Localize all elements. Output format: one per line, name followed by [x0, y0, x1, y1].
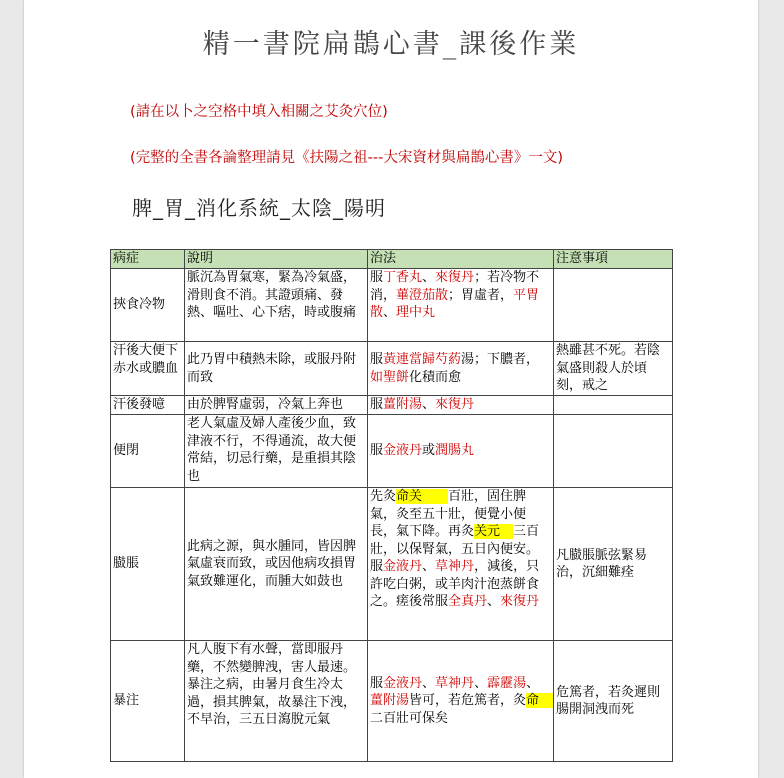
section-heading: 脾_胃_消化系統_太陰_陽明: [132, 196, 386, 220]
treatment-cell: [368, 641, 554, 762]
document-page: [24, 0, 758, 778]
acupoint-blank[interactable]: 命关: [396, 489, 423, 504]
explanation-cell: 此乃胃中積熱未除，或服丹附而致: [185, 342, 368, 396]
treatment-text: 、: [422, 559, 436, 574]
treatment-text: 三百壯，以保腎氣，五日內便安。服: [370, 524, 540, 574]
disease-cell: 暴注: [111, 641, 185, 762]
treatment-text: ；胃虛者，: [448, 287, 514, 303]
treatment-cell: [368, 342, 554, 396]
treatment-text: 、: [487, 594, 501, 609]
treatment-cell: [368, 269, 554, 342]
treatment-table: [110, 249, 673, 762]
notes-cell: 熱雖甚不死。若陰氣盛則殺人於頃刻，戒之: [554, 342, 673, 396]
disease-cell: 汗後大便下赤水或膿血: [111, 342, 185, 396]
herb-name: 金液丹: [383, 559, 423, 574]
treatment-text: 、: [422, 675, 436, 691]
treatment-text: 先灸: [370, 489, 397, 504]
herb-name: 全真丹: [448, 594, 488, 609]
herb-name: 理中丸: [396, 305, 436, 320]
herb-name: 草神丹: [435, 559, 475, 574]
notes-cell: [554, 269, 673, 342]
notes-cell: [554, 415, 673, 488]
treatment-text: 化積而愈: [409, 369, 462, 385]
table-row: [111, 641, 673, 762]
table-row: [111, 269, 673, 342]
header-notes: 注意事項: [554, 250, 673, 269]
herb-name: 來復丹: [435, 270, 475, 285]
document-title: 精一書院扁鵲心書_課後作業: [202, 29, 580, 60]
explanation-cell: 脈沉為胃氣寒，緊為冷氣盛，滑則食不消。其證頭痛、發熱、嘔吐、心下痞，時或腹痛: [185, 269, 368, 342]
treatment-cell: [368, 396, 554, 415]
treatment-text: 皆可，若危篤者，灸: [409, 693, 527, 709]
herb-name: 潤腸丸: [435, 443, 475, 459]
herb-name: 霹靂湯: [487, 675, 527, 691]
treatment-text: ；若冷物不消，: [370, 270, 540, 303]
treatment-text: 二百壯可保矣: [370, 710, 449, 726]
treatment-text: 服: [370, 443, 384, 459]
table-row: [111, 396, 673, 415]
explanation-cell: 老人氣虛及婦人產後少血，致津液不行，不得通流，故大便常結，切忌行藥，是重損其陰也: [185, 415, 368, 488]
reference-note: (完整的全書各論整理請見《扶陽之祖---大宋資材與扁鵲心書》一文): [130, 150, 564, 166]
herb-name: 金液丹: [383, 675, 423, 691]
treatment-cell: [368, 488, 554, 641]
herb-name: 薑附湯: [370, 693, 410, 709]
herb-name: 來復丹: [435, 397, 475, 412]
notes-cell: [554, 396, 673, 415]
herb-name: 蓽澄茄散: [396, 287, 449, 303]
disease-cell: 挾食冷物: [111, 269, 185, 342]
table-row: [111, 415, 673, 488]
herb-name: 薑附湯: [383, 397, 423, 412]
header-treatment: 治法: [368, 250, 554, 269]
treatment-text: 、: [422, 270, 436, 285]
treatment-text: 服: [370, 270, 384, 285]
herb-name: 黃連當歸芍葯: [383, 352, 462, 367]
instruction-note: (請在以卜之空格中填入相關之艾灸穴位): [130, 104, 388, 120]
herb-name: 丁香丸: [383, 270, 423, 285]
treatment-text: 服: [370, 352, 384, 367]
herb-name: 來復丹: [500, 594, 540, 609]
explanation-cell: 由於脾腎虛弱，冷氣上奔也: [185, 396, 368, 415]
treatment-text: 湯；下膿者，: [461, 352, 540, 367]
herb-name: 如聖餅: [370, 369, 410, 385]
treatment-text: 、: [526, 675, 540, 691]
acupoint-blank[interactable]: 关元: [474, 524, 501, 539]
treatment-text: 或: [422, 443, 436, 459]
treatment-text: ，減後，只許吃白粥，或羊肉汁泡蒸餅食之。瘥後常服: [370, 559, 540, 609]
treatment-text: 服: [370, 397, 384, 412]
table-row: [111, 342, 673, 396]
treatment-text: 、: [422, 397, 436, 412]
header-disease: 病症: [111, 250, 185, 269]
disease-cell: 臌脹: [111, 488, 185, 641]
treatment-cell: [368, 415, 554, 488]
disease-cell: 便閉: [111, 415, 185, 488]
acupoint-blank-fill[interactable]: [422, 489, 448, 504]
acupoint-blank-fill[interactable]: [500, 524, 513, 539]
notes-cell: 凡臌脹脈弦緊易治，沉細難痊: [554, 488, 673, 641]
acupoint-blank-fill[interactable]: [539, 693, 553, 708]
explanation-cell: 凡人腹下有水聲，當即服丹藥，不然變脾洩，害人最速。暴注之病，由暑月食生冷太過，損其脾氣，故暴注下洩，不早治，三五日瀉脫元氣: [185, 641, 368, 762]
herb-name: 金液丹: [383, 443, 423, 459]
disease-cell: 汗後發噫: [111, 396, 185, 415]
notes-cell: 危篤者，若灸遲則腸開洞洩而死: [554, 641, 673, 762]
treatment-text: 、: [474, 675, 488, 691]
header-explanation: 說明: [185, 250, 368, 269]
acupoint-blank[interactable]: 命: [526, 693, 540, 709]
treatment-text: 服: [370, 675, 384, 691]
treatment-text: 、: [383, 305, 397, 320]
treatment-text: 百壯，固住脾氣，灸至五十壯，便覺小便長，氣下降。再灸: [370, 489, 527, 539]
herb-name: 平胃散: [370, 287, 540, 320]
explanation-cell: 此病之源，與水腫同，皆因脾氣虛衰而致，或因他病攻損胃氣致難運化，而腫大如鼓也: [185, 488, 368, 641]
table-row: [111, 488, 673, 641]
herb-name: 草神丹: [435, 675, 475, 691]
table-header-row: [111, 250, 673, 269]
